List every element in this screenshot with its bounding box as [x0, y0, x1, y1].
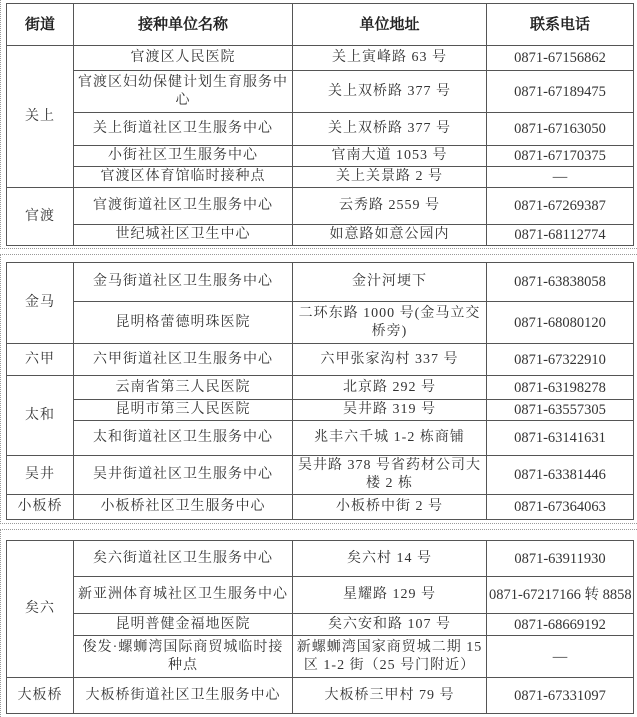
table-header-row [7, 4, 634, 46]
address-cell: 小板桥中街 2 号 [293, 495, 487, 520]
unit-name-cell: 矣六街道社区卫生服务中心 [74, 541, 293, 577]
unit-name-cell: 金马街道社区卫生服务中心 [74, 263, 293, 302]
unit-name-cell: 昆明普健金福地医院 [74, 614, 293, 636]
header-unit-name: 接种单位名称 [74, 4, 293, 46]
table-row [7, 495, 634, 520]
phone-cell: 0871-63838058 [487, 263, 634, 302]
unit-name-cell: 小板桥社区卫生服务中心 [74, 495, 293, 520]
phone-cell: 0871-68112774 [487, 225, 634, 246]
address-cell: 新螺蛳湾国家商贸城二期 15 区 1-2 街（25 号门附近） [293, 636, 487, 678]
phone-cell: 0871-67189475 [487, 71, 634, 113]
table-row [7, 421, 634, 456]
unit-name-cell: 关上街道社区卫生服务中心 [74, 113, 293, 146]
unit-name-cell: 新亚洲体育城社区卫生服务中心 [74, 577, 293, 614]
unit-name-cell: 官渡区妇幼保健计划生育服务中心 [74, 71, 293, 113]
table-row [7, 113, 634, 146]
street-cell: 六甲 [7, 344, 74, 376]
address-cell: 金汁河埂下 [293, 263, 487, 302]
unit-name-cell: 太和街道社区卫生服务中心 [74, 421, 293, 456]
unit-name-cell: 六甲街道社区卫生服务中心 [74, 344, 293, 376]
phone-cell: — [487, 167, 634, 188]
table-row [7, 636, 634, 678]
phone-cell: 0871-63381446 [487, 456, 634, 495]
phone-cell: 0871-67163050 [487, 113, 634, 146]
table-row [7, 46, 634, 71]
unit-name-cell: 吴井街道社区卫生服务中心 [74, 456, 293, 495]
vaccination-sites-table-part-1 [6, 3, 634, 246]
unit-name-cell: 大板桥街道社区卫生服务中心 [74, 678, 293, 714]
header-street: 街道 [7, 4, 74, 46]
address-cell: 吴井路 378 号省药材公司大楼 2 栋 [293, 456, 487, 495]
table-row [7, 188, 634, 225]
page-break [0, 523, 637, 524]
phone-cell: — [487, 636, 634, 678]
table-row [7, 541, 634, 577]
table-row [7, 577, 634, 614]
unit-name-cell: 官渡区体育馆临时接种点 [74, 167, 293, 188]
table-row [7, 146, 634, 167]
address-cell: 六甲张家沟村 337 号 [293, 344, 487, 376]
address-cell: 关上双桥路 377 号 [293, 113, 487, 146]
address-cell: 关上双桥路 377 号 [293, 71, 487, 113]
street-cell: 金马 [7, 263, 74, 344]
table-row [7, 263, 634, 302]
table-row [7, 167, 634, 188]
table-row [7, 225, 634, 246]
phone-cell: 0871-63141631 [487, 421, 634, 456]
vaccination-sites-table-part-3 [6, 540, 634, 714]
unit-name-cell: 俊发·螺蛳湾国际商贸城临时接种点 [74, 636, 293, 678]
address-cell: 北京路 292 号 [293, 376, 487, 400]
address-cell: 如意路如意公园内 [293, 225, 487, 246]
phone-cell: 0871-68669192 [487, 614, 634, 636]
header-address: 单位地址 [293, 4, 487, 46]
street-cell: 官渡 [7, 188, 74, 246]
phone-cell: 0871-67331097 [487, 678, 634, 714]
phone-cell: 0871-67217166 转 8858 [487, 577, 634, 614]
address-cell: 关上寅峰路 63 号 [293, 46, 487, 71]
vaccination-sites-table-part-2 [6, 262, 634, 520]
address-cell: 云秀路 2559 号 [293, 188, 487, 225]
phone-cell: 0871-63198278 [487, 376, 634, 400]
phone-cell: 0871-67322910 [487, 344, 634, 376]
table-row [7, 456, 634, 495]
table-row [7, 400, 634, 421]
address-cell: 官南大道 1053 号 [293, 146, 487, 167]
street-cell: 吴井 [7, 456, 74, 495]
phone-cell: 0871-67364063 [487, 495, 634, 520]
table-row [7, 302, 634, 344]
phone-cell: 0871-63911930 [487, 541, 634, 577]
address-cell: 大板桥三甲村 79 号 [293, 678, 487, 714]
table-row [7, 614, 634, 636]
phone-cell: 0871-67170375 [487, 146, 634, 167]
unit-name-cell: 昆明格蕾德明珠医院 [74, 302, 293, 344]
unit-name-cell: 官渡街道社区卫生服务中心 [74, 188, 293, 225]
address-cell: 兆丰六千城 1-2 栋商铺 [293, 421, 487, 456]
phone-cell: 0871-68080120 [487, 302, 634, 344]
street-cell: 太和 [7, 376, 74, 456]
unit-name-cell: 云南省第三人民医院 [74, 376, 293, 400]
address-cell: 矣六村 14 号 [293, 541, 487, 577]
phone-cell: 0871-67156862 [487, 46, 634, 71]
unit-name-cell: 小街社区卫生服务中心 [74, 146, 293, 167]
address-cell: 二环东路 1000 号(金马立交桥旁) [293, 302, 487, 344]
street-cell: 矣六 [7, 541, 74, 678]
street-cell: 大板桥 [7, 678, 74, 714]
street-cell: 关上 [7, 46, 74, 188]
address-cell: 吴井路 319 号 [293, 400, 487, 421]
unit-name-cell: 昆明市第三人民医院 [74, 400, 293, 421]
phone-cell: 0871-67269387 [487, 188, 634, 225]
unit-name-cell: 官渡区人民医院 [74, 46, 293, 71]
phone-cell: 0871-63557305 [487, 400, 634, 421]
page-break [0, 248, 637, 249]
table-row [7, 344, 634, 376]
address-cell: 星耀路 129 号 [293, 577, 487, 614]
unit-name-cell: 世纪城社区卫生中心 [74, 225, 293, 246]
table-row [7, 678, 634, 714]
address-cell: 关上关景路 2 号 [293, 167, 487, 188]
table-row [7, 71, 634, 113]
header-phone: 联系电话 [487, 4, 634, 46]
address-cell: 矣六安和路 107 号 [293, 614, 487, 636]
table-row [7, 376, 634, 400]
street-cell: 小板桥 [7, 495, 74, 520]
